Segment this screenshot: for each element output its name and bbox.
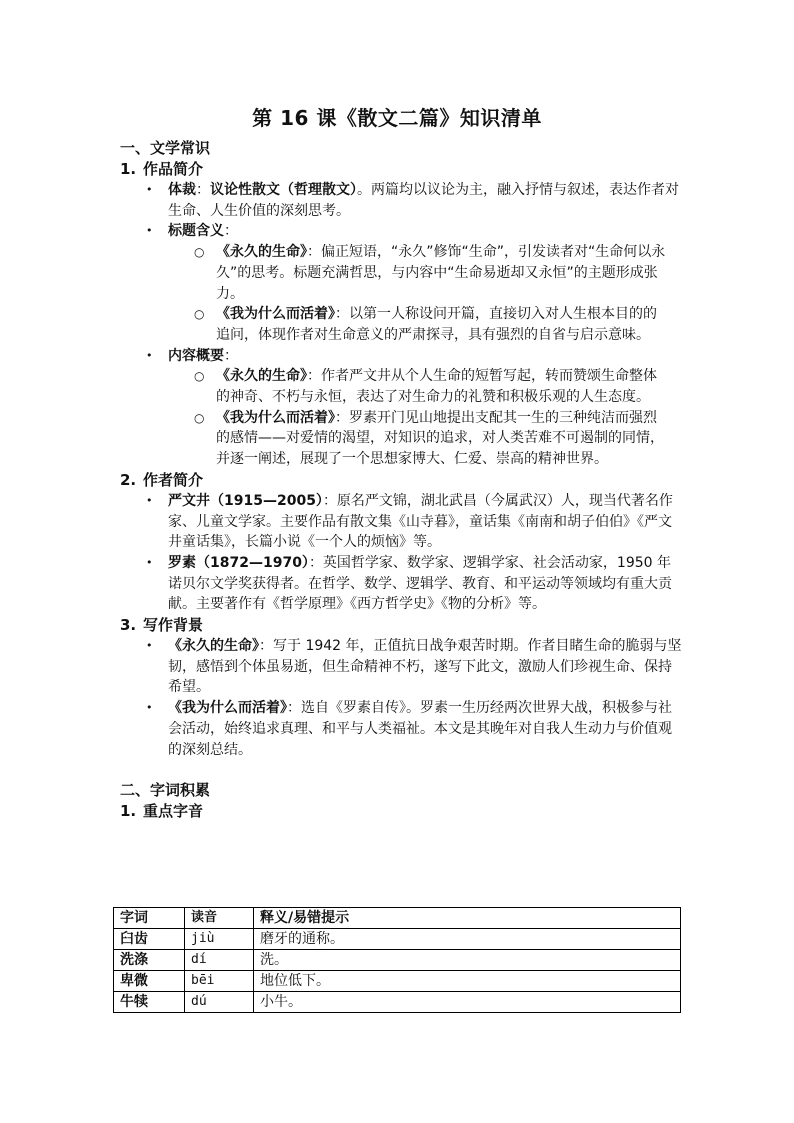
circle-bullet-icon: ○ <box>194 369 205 384</box>
bullet-icon: • <box>146 639 153 653</box>
table-cell-word: 洗涤 <box>114 950 185 971</box>
title-meaning-subitem <box>194 304 666 345</box>
table-header-pinyin: 读音 <box>185 908 254 929</box>
subheading-label: 写作背景 <box>143 616 204 635</box>
summary-label: 内容概要 <box>168 347 224 364</box>
table-cell-word: 卑微 <box>114 971 185 992</box>
table-row <box>114 992 681 1013</box>
bullet-icon: • <box>146 555 153 569</box>
work-title: 《永久的生命》 <box>216 244 307 261</box>
genre-colon: ： <box>196 182 210 198</box>
background-text: ：写于 1942 年，正值抗日战争艰苦时期。作者目睹生命的脆弱与坚韧，感悟到个体虽易逝，但生命精神不朽，遂写下此文，激励人们珍视生命、保持希望。 <box>168 638 682 696</box>
table-cell-pinyin: bēi <box>185 971 254 992</box>
title-meaning-colon: ： <box>224 223 238 240</box>
summary-subitem <box>194 408 666 470</box>
circle-bullet-icon: ○ <box>194 245 205 260</box>
bullet-icon: • <box>146 224 153 238</box>
section-heading-literature: 一、文学常识 <box>120 139 211 157</box>
author-name: 严文井（1915—2005） <box>168 492 323 509</box>
subitem-text: ：偏正短语，“永久”修饰“生命”，引发读者对“生命何以永久”的思考。标题充满哲思，与内容中“生命易逝却又永恒”的主题形成张力。 <box>216 244 666 302</box>
table-header-word: 字词 <box>114 908 185 929</box>
subheading-number: 3. <box>120 616 137 635</box>
table-cell-word: 臼齿 <box>114 929 185 950</box>
work-title: 《我为什么而活着》 <box>216 306 335 323</box>
author-text: ：原名严文锦，湖北武昌（今属武汉）人，现当代著名作家、儿童文学家。主要作品有散文集《山寺暮》，童话集《南南和胡子伯伯》《严文井童话集》，长篇小说《一个人的烦恼》等。 <box>168 492 673 551</box>
summary-colon: ： <box>224 347 238 364</box>
background-item <box>146 698 683 760</box>
author-name: 罗素（1872—1970） <box>168 554 309 571</box>
subheading-background <box>120 615 794 636</box>
author-text: ：英国哲学家、数学家、逻辑学家、社会活动家，1950 年诺贝尔文学奖获得者。在哲学、数学、逻辑学、教育、和平运动等领域均有重大贡献。主要著作有《哲学原理》《西方哲学史》《物的分析》等。 <box>168 554 672 613</box>
author-item <box>146 553 683 615</box>
background-text: ：选自《罗素自传》。罗素一生历经两次世界大战，积极参与社会活动，始终追求真理、和平与人类福祉。本文是其晚年对自我人生动力与价值观的深刻总结。 <box>168 700 672 758</box>
table-cell-meaning: 磨牙的通称。 <box>254 929 681 950</box>
table-cell-pinyin: jiù <box>185 929 254 950</box>
title-meaning-subitem <box>194 242 666 304</box>
vocabulary-table <box>113 907 681 1013</box>
title-meaning-item <box>146 221 683 242</box>
subitem-text: ：罗素开门见山地提出支配其一生的三种纯洁而强烈的感情——对爱情的渴望，对知识的追求，对人类苦难不可遏制的同情，并逐一阐述，展现了一个思想家博大、仁爱、崇高的精神世界。 <box>216 409 664 468</box>
table-header-row <box>114 908 681 929</box>
table-header-meaning: 释义/易错提示 <box>254 908 681 929</box>
table-cell-word: 牛犊 <box>114 992 185 1013</box>
subitem-text: ：以第一人称设问开篇，直接切入对人生根本目的的追问，体现作者对生命意义的严肃探寻，具有强烈的自省与启示意味。 <box>216 306 657 343</box>
subheading-number: 1. <box>120 160 137 178</box>
work-title: 《我为什么而活着》 <box>216 409 335 426</box>
subheading-author-intro <box>120 470 794 491</box>
summary-item <box>146 346 683 367</box>
section-spacer <box>0 760 794 780</box>
table-cell-meaning: 小牛。 <box>254 992 681 1013</box>
title-meaning-label: 标题含义 <box>168 223 224 240</box>
background-item <box>146 636 683 698</box>
subheading-label: 作者简介 <box>143 470 204 489</box>
genre-item <box>146 180 683 221</box>
work-title: 《我为什么而活着》 <box>168 700 287 717</box>
table-row <box>114 971 681 992</box>
table-cell-meaning: 洗。 <box>254 950 681 971</box>
subheading-works-intro <box>120 159 794 180</box>
table-row <box>114 929 681 950</box>
table-cell-meaning: 地位低下。 <box>254 971 681 992</box>
subheading-number: 2. <box>120 470 137 489</box>
page-title: 第 16 课《散文二篇》知识清单 <box>252 106 542 130</box>
subitem-text: ：作者严文井从个人生命的短暂写起，转而赞颂生命整体的神奇、不朽与永恒，表达了对生命力的礼赞和积极乐观的人生态度。 <box>216 368 657 406</box>
circle-bullet-icon: ○ <box>194 410 205 425</box>
table-cell-pinyin: dí <box>185 950 254 971</box>
table-cell-pinyin: dú <box>185 992 254 1013</box>
circle-bullet-icon: ○ <box>194 307 205 322</box>
work-title: 《永久的生命》 <box>216 368 307 385</box>
summary-subitem <box>194 366 666 407</box>
genre-text: 。两篇均以议论为主，融入抒情与叙述，表达作者对生命、人生价值的深刻思考。 <box>168 182 679 219</box>
work-title: 《永久的生命》 <box>168 638 259 655</box>
genre-label: 体裁 <box>168 182 196 198</box>
bullet-icon: • <box>146 493 153 507</box>
subheading-label: 作品简介 <box>143 160 204 178</box>
genre-emph: 议论性散文（哲理散文） <box>210 182 357 198</box>
author-item <box>146 491 683 553</box>
subheading-pronunciation <box>120 801 794 822</box>
table-row <box>114 950 681 971</box>
subheading-number: 1. <box>120 802 137 821</box>
bullet-icon: • <box>146 183 153 196</box>
section-heading-vocabulary: 二、字词积累 <box>120 781 211 800</box>
subheading-label: 重点字音 <box>143 802 204 821</box>
content-block <box>0 138 794 822</box>
bullet-icon: • <box>146 348 153 362</box>
bullet-icon: • <box>146 701 153 715</box>
